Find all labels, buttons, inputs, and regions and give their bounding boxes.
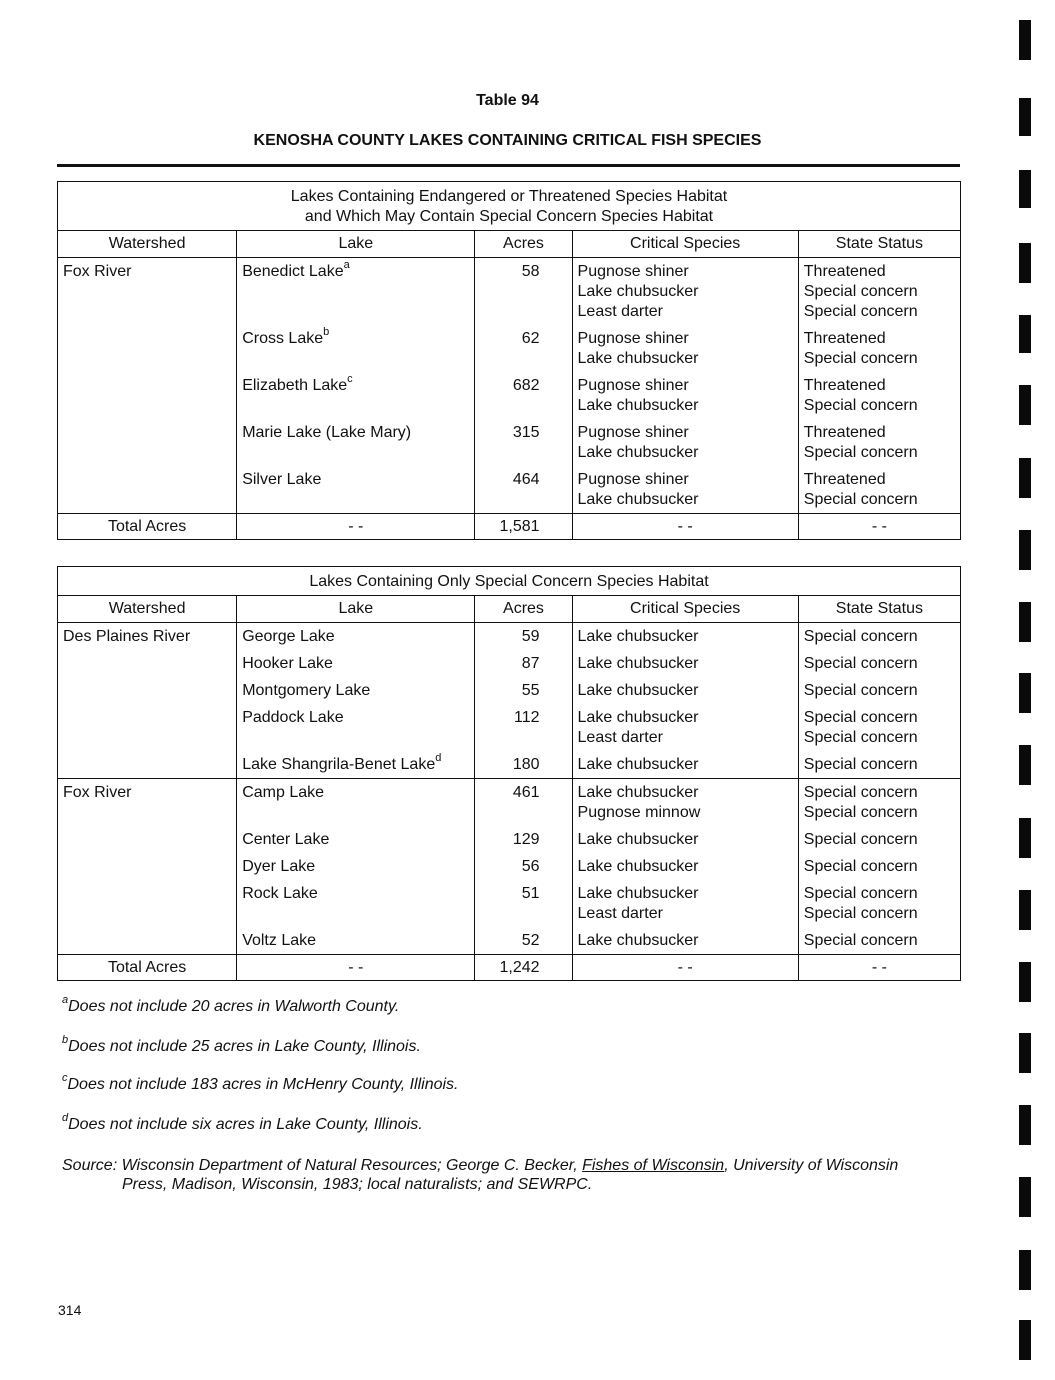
header-watershed: Watershed (58, 596, 237, 623)
table-title: KENOSHA COUNTY LAKES CONTAINING CRITICAL FISH SPECIES (253, 132, 762, 149)
acres-cell: 58 (475, 258, 572, 326)
total-acres: 1,242 (475, 955, 572, 981)
lake-cell: Camp Lake (237, 779, 475, 827)
lake-cell: Cross Lake$^b$ (237, 325, 475, 372)
table-row (58, 258, 961, 326)
binding-mark (1019, 458, 1031, 498)
species-cell: Pugnose shiner Lake chubsucker (572, 466, 798, 514)
lake-cell: Silver Lake (237, 466, 475, 514)
status-cell: Special concern (798, 826, 960, 853)
binding-mark (1019, 890, 1031, 930)
species-cell: Lake chubsucker (572, 826, 798, 853)
watershed-cell: Des Plaines River (58, 623, 237, 651)
special-concern-table (57, 566, 961, 981)
header-acres: Acres (475, 231, 572, 258)
species-cell: Pugnose shiner Lake chubsucker (572, 325, 798, 372)
lake-cell: Dyer Lake (237, 853, 475, 880)
watershed-cell: Fox River (58, 779, 237, 827)
table2-header-row (58, 596, 961, 623)
table-row (58, 325, 961, 372)
species-cell: Pugnose shiner Lake chubsucker Least darter (572, 258, 798, 326)
acres-cell: 55 (475, 677, 572, 704)
species-cell: Lake chubsucker (572, 650, 798, 677)
total-label: Total Acres (58, 514, 237, 540)
lake-cell: Center Lake (237, 826, 475, 853)
lake-cell: Voltz Lake (237, 927, 475, 955)
page-number: 314 (58, 1302, 82, 1318)
title-rule (57, 164, 960, 167)
table-row (58, 779, 961, 827)
species-cell: Lake chubsucker Least darter (572, 880, 798, 927)
acres-cell: 56 (475, 853, 572, 880)
lake-cell: Lake Shangrila-Benet Lake$^d$ (237, 751, 475, 779)
source-note: Source: Wisconsin Department of Natural Resources; George C. Becker, Fishes of Wisconsin, University of Wisconsin Press, Madison, Wisconsin, 1983; local naturalists; and SEWRPC. (62, 1157, 899, 1193)
binding-mark (1019, 315, 1031, 353)
table-row (58, 853, 961, 880)
table1-caption: Lakes Containing Endangered or Threatened Species Habitat and Which May Contain Special Concern Species Habitat (58, 182, 961, 231)
lake-cell: Hooker Lake (237, 650, 475, 677)
total-lake: - - (237, 514, 475, 540)
table-row (58, 826, 961, 853)
acres-cell: 59 (475, 623, 572, 651)
binding-mark (1019, 1033, 1031, 1073)
status-cell: Threatened Special concern (798, 419, 960, 466)
table-row (58, 650, 961, 677)
species-cell: Lake chubsucker Pugnose minnow (572, 779, 798, 827)
header-lake: Lake (237, 231, 475, 258)
footnote-mark: b (323, 326, 330, 338)
total-label: Total Acres (58, 955, 237, 981)
status-cell: Special concern Special concern (798, 779, 960, 827)
table-row (58, 751, 961, 779)
status-cell: Special concern (798, 751, 960, 779)
binding-mark (1019, 98, 1031, 136)
lake-cell: Benedict Lake$^a$ (237, 258, 475, 326)
binding-mark (1019, 20, 1031, 60)
total-status: - - (798, 955, 960, 981)
lake-cell: George Lake (237, 623, 475, 651)
species-cell: Lake chubsucker (572, 853, 798, 880)
binding-mark (1019, 170, 1031, 208)
header-critical-species: Critical Species (572, 596, 798, 623)
acres-cell: 461 (475, 779, 572, 827)
binding-mark (1019, 243, 1031, 283)
binding-mark (1019, 385, 1031, 425)
species-cell: Lake chubsucker (572, 927, 798, 955)
table-row (58, 927, 961, 955)
table2-group-des-plaines-river (58, 623, 961, 779)
lake-cell: Elizabeth Lake$^c$ (237, 372, 475, 419)
header-watershed: Watershed (58, 231, 237, 258)
total-row (58, 514, 961, 540)
table-row (58, 677, 961, 704)
status-cell: Threatened Special concern (798, 372, 960, 419)
watershed-cell: Fox River (58, 258, 237, 326)
status-cell: Threatened Special concern (798, 325, 960, 372)
lake-cell: Rock Lake (237, 880, 475, 927)
footnote-mark: d (435, 752, 442, 764)
status-cell: Special concern (798, 623, 960, 651)
binding-mark (1019, 673, 1031, 713)
status-cell: Special concern (798, 853, 960, 880)
species-cell: Lake chubsucker (572, 751, 798, 779)
lake-cell: Paddock Lake (237, 704, 475, 751)
status-cell: Threatened Special concern (798, 466, 960, 514)
total-lake: - - (237, 955, 475, 981)
binding-mark (1019, 1320, 1031, 1360)
acres-cell: 682 (475, 372, 572, 419)
table-row (58, 419, 961, 466)
binding-mark (1019, 1177, 1031, 1217)
table-row (58, 372, 961, 419)
binding-mark (1019, 962, 1031, 1002)
total-row (58, 955, 961, 981)
total-species: - - (572, 955, 798, 981)
footnote-mark: c (347, 373, 353, 385)
status-cell: Special concern Special concern (798, 704, 960, 751)
acres-cell: 180 (475, 751, 572, 779)
footnote-a: $^a$Does not include 20 acres in Walworth County. (62, 994, 400, 1015)
footnote-d: $^d$Does not include six acres in Lake County, Illinois. (62, 1112, 423, 1133)
binding-mark (1019, 530, 1031, 570)
acres-cell: 464 (475, 466, 572, 514)
footnote-c: $^c$Does not include 183 acres in McHenry County, Illinois. (62, 1072, 459, 1093)
binding-mark (1019, 1250, 1031, 1290)
lake-cell: Marie Lake (Lake Mary) (237, 419, 475, 466)
table1-header-row (58, 231, 961, 258)
lake-cell: Montgomery Lake (237, 677, 475, 704)
footnote-mark: a (343, 259, 350, 271)
species-cell: Lake chubsucker (572, 677, 798, 704)
header-state-status: State Status (798, 231, 960, 258)
acres-cell: 129 (475, 826, 572, 853)
table2-caption: Lakes Containing Only Special Concern Species Habitat (58, 567, 961, 596)
total-status: - - (798, 514, 960, 540)
footnote-b: $^b$Does not include 25 acres in Lake County, Illinois. (62, 1034, 421, 1055)
status-cell: Special concern (798, 677, 960, 704)
species-cell: Pugnose shiner Lake chubsucker (572, 372, 798, 419)
table1-group-fox-river (58, 258, 961, 514)
table-row (58, 880, 961, 927)
table-row (58, 466, 961, 514)
total-acres: 1,581 (475, 514, 572, 540)
book-title: Fishes of Wisconsin (582, 1157, 725, 1174)
acres-cell: 52 (475, 927, 572, 955)
acres-cell: 51 (475, 880, 572, 927)
species-cell: Lake chubsucker Least darter (572, 704, 798, 751)
table-row (58, 704, 961, 751)
status-cell: Special concern Special concern (798, 880, 960, 927)
acres-cell: 315 (475, 419, 572, 466)
table2-group-fox-river (58, 779, 961, 955)
binding-mark (1019, 745, 1031, 785)
header-state-status: State Status (798, 596, 960, 623)
status-cell: Special concern (798, 927, 960, 955)
endangered-species-table (57, 181, 961, 540)
status-cell: Special concern (798, 650, 960, 677)
acres-cell: 112 (475, 704, 572, 751)
species-cell: Pugnose shiner Lake chubsucker (572, 419, 798, 466)
header-acres: Acres (475, 596, 572, 623)
status-cell: Threatened Special concern Special concern (798, 258, 960, 326)
binding-mark (1019, 602, 1031, 642)
species-cell: Lake chubsucker (572, 623, 798, 651)
table-row (58, 623, 961, 651)
binding-mark (1019, 818, 1031, 858)
acres-cell: 87 (475, 650, 572, 677)
binding-mark (1019, 1105, 1031, 1145)
header-critical-species: Critical Species (572, 231, 798, 258)
header-lake: Lake (237, 596, 475, 623)
table-label: Table 94 (476, 92, 539, 109)
acres-cell: 62 (475, 325, 572, 372)
total-species: - - (572, 514, 798, 540)
